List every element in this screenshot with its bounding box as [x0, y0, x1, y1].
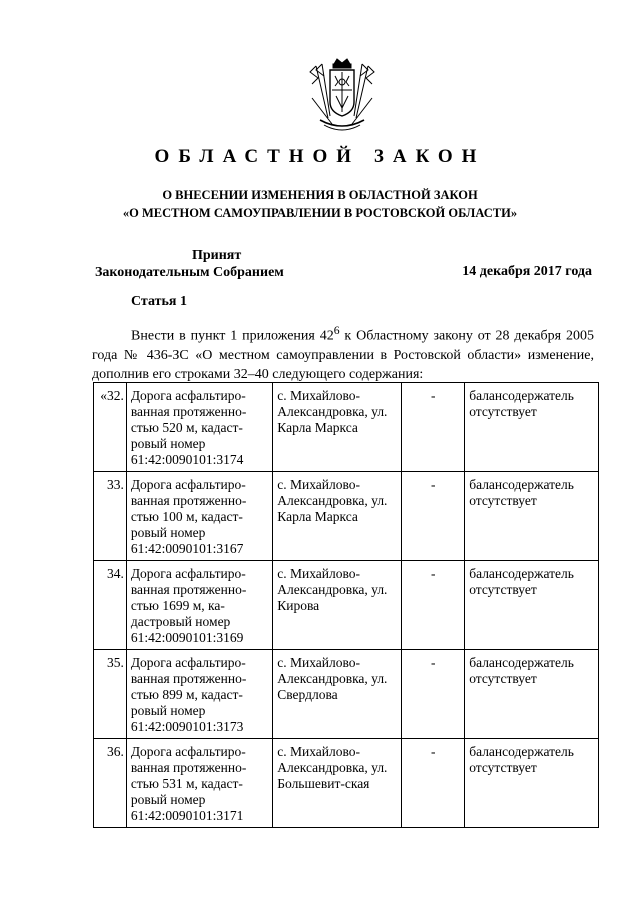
table-row	[94, 472, 599, 561]
empty-dash: -	[402, 739, 465, 828]
empty-dash: -	[402, 383, 465, 472]
balance-holder: балансодержатель отсутствует	[465, 739, 599, 828]
road-address: с. Михайлово-Александровка, ул. Карла Маркса	[273, 472, 402, 561]
road-object: Дорога асфальтиро-ванная протяженно-стью 899 м, кадаст-ровый номер 61:42:0090101:3173	[126, 650, 272, 739]
road-object: Дорога асфальтиро-ванная протяженно-стью 1699 м, ка-дастровый номер 61:42:0090101:3169	[126, 561, 272, 650]
subtitle-line-1: О ВНЕСЕНИИ ИЗМЕНЕНИЯ В ОБЛАСТНОЙ ЗАКОН	[162, 188, 478, 202]
balance-holder: балансодержатель отсутствует	[465, 650, 599, 739]
road-address: с. Михайлово-Александровка, ул. Большевит-ская	[273, 739, 402, 828]
paragraph-superscript: 6	[333, 324, 340, 337]
document-subtitle	[0, 186, 640, 222]
balance-holder: балансодержатель отсутствует	[465, 383, 599, 472]
adopted-label: Принят	[192, 248, 242, 263]
row-number: 35.	[94, 650, 127, 739]
row-number: 34.	[94, 561, 127, 650]
empty-dash: -	[402, 472, 465, 561]
adoption-date: 14 декабря 2017 года	[462, 264, 592, 279]
road-address: с. Михайлово-Александровка, ул. Кирова	[273, 561, 402, 650]
article-paragraph	[92, 321, 594, 384]
document-title: ОБЛАСТНОЙ ЗАКОН	[154, 146, 486, 167]
subtitle-line-2: «О МЕСТНОМ САМОУПРАВЛЕНИИ В РОСТОВСКОЙ ОБЛАСТИ»	[122, 206, 518, 220]
empty-dash: -	[402, 650, 465, 739]
road-address: с. Михайлово-Александровка, ул. Карла Маркса	[273, 383, 402, 472]
empty-dash: -	[402, 561, 465, 650]
adopted-by: Законодательным Собранием	[95, 265, 284, 280]
amendment-table	[93, 382, 599, 828]
road-object: Дорога асфальтиро-ванная протяженно-стью 531 м, кадаст-ровый номер 61:42:0090101:3171	[126, 739, 272, 828]
row-number: 36.	[94, 739, 127, 828]
balance-holder: балансодержатель отсутствует	[465, 472, 599, 561]
road-object: Дорога асфальтиро-ванная протяженно-стью 520 м, кадаст-ровый номер 61:42:0090101:3174	[126, 383, 272, 472]
balance-holder: балансодержатель отсутствует	[465, 561, 599, 650]
row-number: «32.	[94, 383, 127, 472]
coat-of-arms-icon	[308, 58, 376, 136]
paragraph-text-start: Внести в пункт 1 приложения 42	[131, 328, 334, 344]
row-number: 33.	[94, 472, 127, 561]
road-object: Дорога асфальтиро-ванная протяженно-стью 100 м, кадаст-ровый номер 61:42:0090101:3167	[126, 472, 272, 561]
table-row	[94, 739, 599, 828]
table-row	[94, 383, 599, 472]
article-heading: Статья 1	[131, 294, 187, 309]
road-address: с. Михайлово-Александровка, ул. Свердлова	[273, 650, 402, 739]
adoption-info	[95, 247, 284, 281]
table-row	[94, 650, 599, 739]
paragraph-text-end: к Областному закону от 28 декабря 2005 года № 436-ЗС «О местном самоуправлении в Ростовской области» изменение, дополнив его строками 32–40 следующего содержания:	[92, 328, 594, 382]
table-row	[94, 561, 599, 650]
